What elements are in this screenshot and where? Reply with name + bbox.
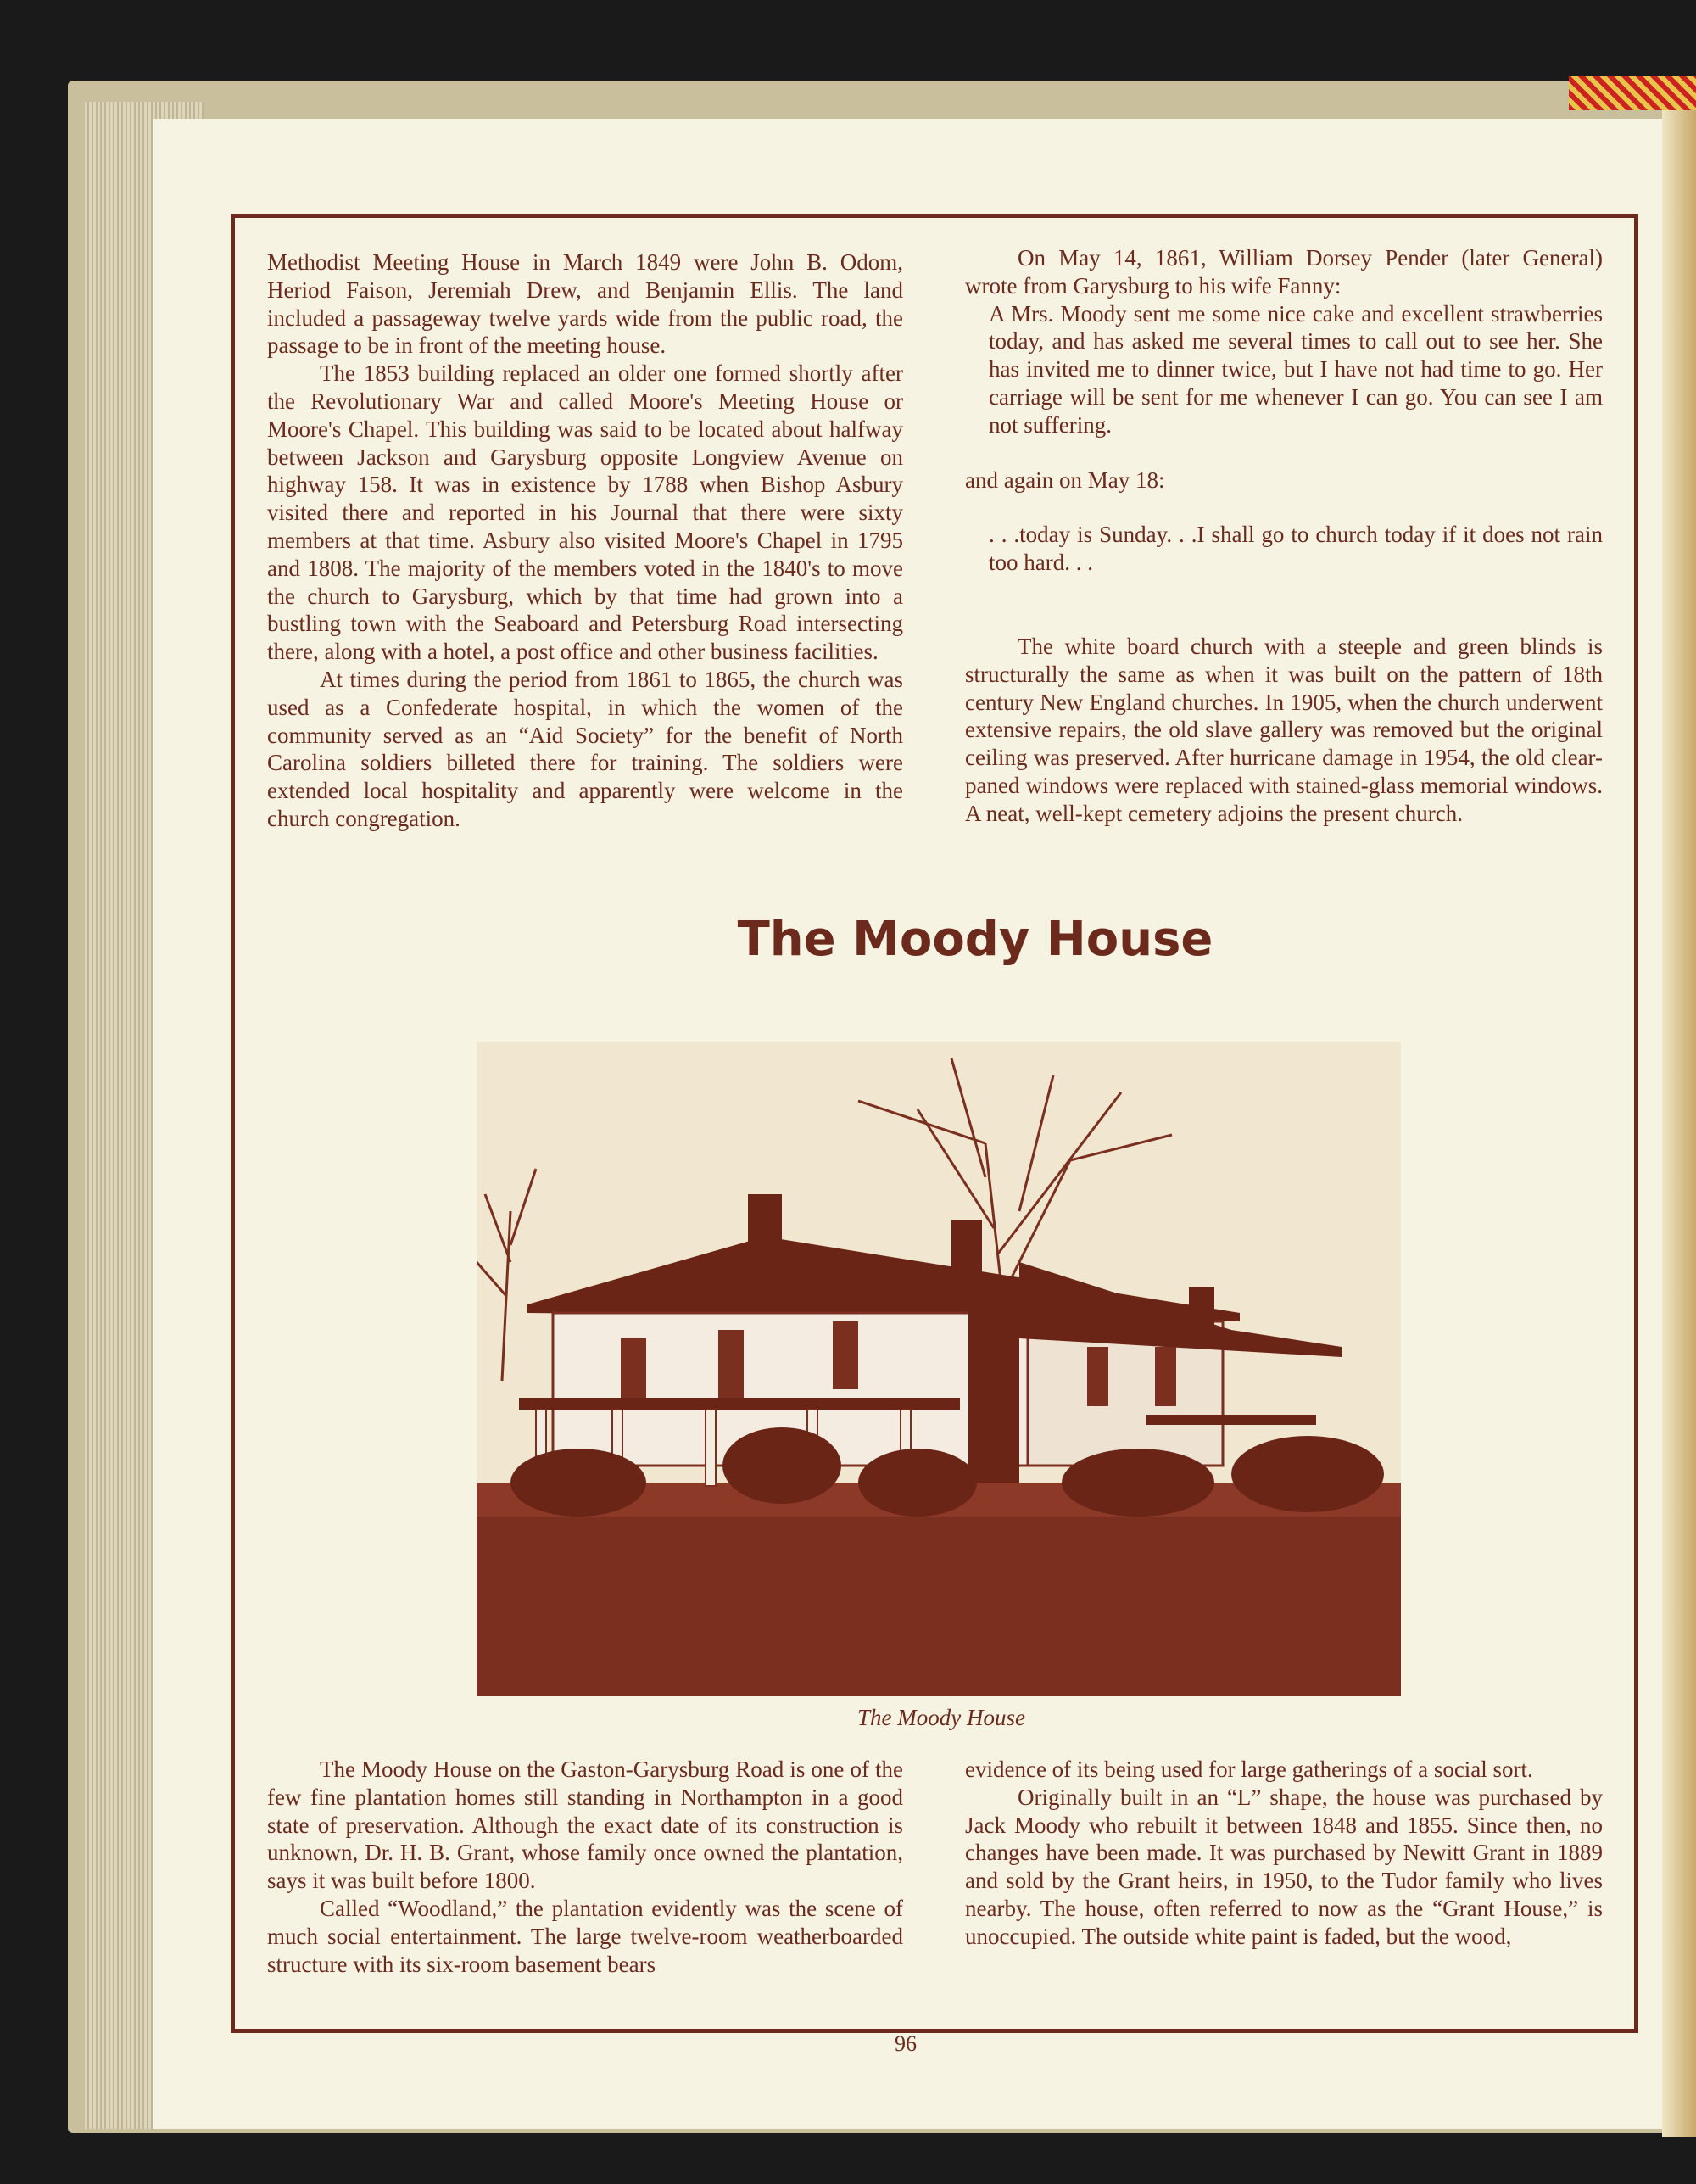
paragraph: and again on May 18: <box>965 466 1165 493</box>
bottom-left-column <box>267 1756 903 1978</box>
paragraph: Originally built in an “L” shape, the house was purchased by Jack Moody who rebuilt it between 1848 and 1855. Since then, no changes have been made. It was purchased by Newitt Grant in 1889 and sold by the Grant heirs, in 1950, to the Tudor family who lives nearby. The house, often referred to now as the “Grant House,” is unoccupied. The outside white paint is faded, but the wood, <box>965 1784 1603 1949</box>
paragraph: The 1853 building replaced an older one formed shortly after the Revolutionary War and called Moore's Meeting House or Moore's Chapel. This building was said to be located about halfway between Jackson and Garysburg opposite Longview Avenue on highway 158. It was in existence by 1788 when Bishop Asbury visited there and reported in his Journal that there were sixty members at that time. Asbury also visited Moore's Chapel in 1795 and 1808. The majority of the members voted in the 1840's to move the church to Garysburg, which by that time had grown into a bustling town with the Seaboard and Petersburg Road intersecting there, along with a hotel, a post office and other business facilities. <box>267 360 903 665</box>
photo-caption: The Moody House <box>857 1705 1025 1730</box>
paragraph: On May 14, 1861, William Dorsey Pender (later General) wrote from Garysburg to his wife Fanny: <box>965 245 1603 299</box>
letter-quote: A Mrs. Moody sent me some nice cake and excellent strawberries today, and has asked me several times to call out to see her. She has invited me to dinner twice, but I have not had time to go. Her carriage will be sent for me whenever I can go. You can see I am not suffering. <box>989 300 1603 438</box>
paragraph: The white board church with a steeple and green blinds is structurally the same as when it was built on the pattern of 18th century New England churches. In 1905, when the church underwent extensive repairs, the old slave gallery was removed but the original ceiling was preserved. After hurricane damage in 1954, the old clear-paned windows were replaced with stained-glass memorial windows. A neat, well-kept cemetery adjoins the present church. <box>965 633 1603 826</box>
letter-quote: . . .today is Sunday. . .I shall go to church today if it does not rain too hard. . . <box>989 522 1603 576</box>
paragraph: At times during the period from 1861 to 1865, the church was used as a Confederate hospital, in which the women of the community served as an “Aid Society” for the benefit of North Carolina soldiers billeted there for training. The soldiers were extended local hospitality and apparently were welcome in the church congregation. <box>267 666 903 831</box>
right-page-edge <box>1662 85 1696 2137</box>
paragraph: evidence of its being used for large gatherings of a social sort. <box>965 1757 1533 1782</box>
paragraph: Methodist Meeting House in March 1849 were John B. Odom, Heriod Faison, Jeremiah Drew, and Benjamin Ellis. The land included a passageway twelve yards wide from the public road, the passage to be in front of the meeting house. <box>267 249 903 359</box>
top-right-column <box>965 244 1603 828</box>
bottom-right-column <box>965 1756 1603 1951</box>
page-number: 96 <box>895 2031 917 2056</box>
top-left-column <box>267 249 903 833</box>
moody-house-photo <box>477 1042 1401 1696</box>
section-title: The Moody House <box>737 912 1213 967</box>
binding-ribbon <box>1569 76 1696 110</box>
paragraph: The Moody House on the Gaston-Garysburg Road is one of the few fine plantation homes still standing in Northampton in a good state of preservation. Although the exact date of its construction is unknown, Dr. H. B. Grant, whose family once owned the plantation, says it was built before 1800. <box>267 1757 903 1894</box>
paragraph: Called “Woodland,” the plantation evidently was the scene of much social entertainment. The large twelve-room weatherboarded structure with its six-room basement bears <box>267 1895 903 1977</box>
